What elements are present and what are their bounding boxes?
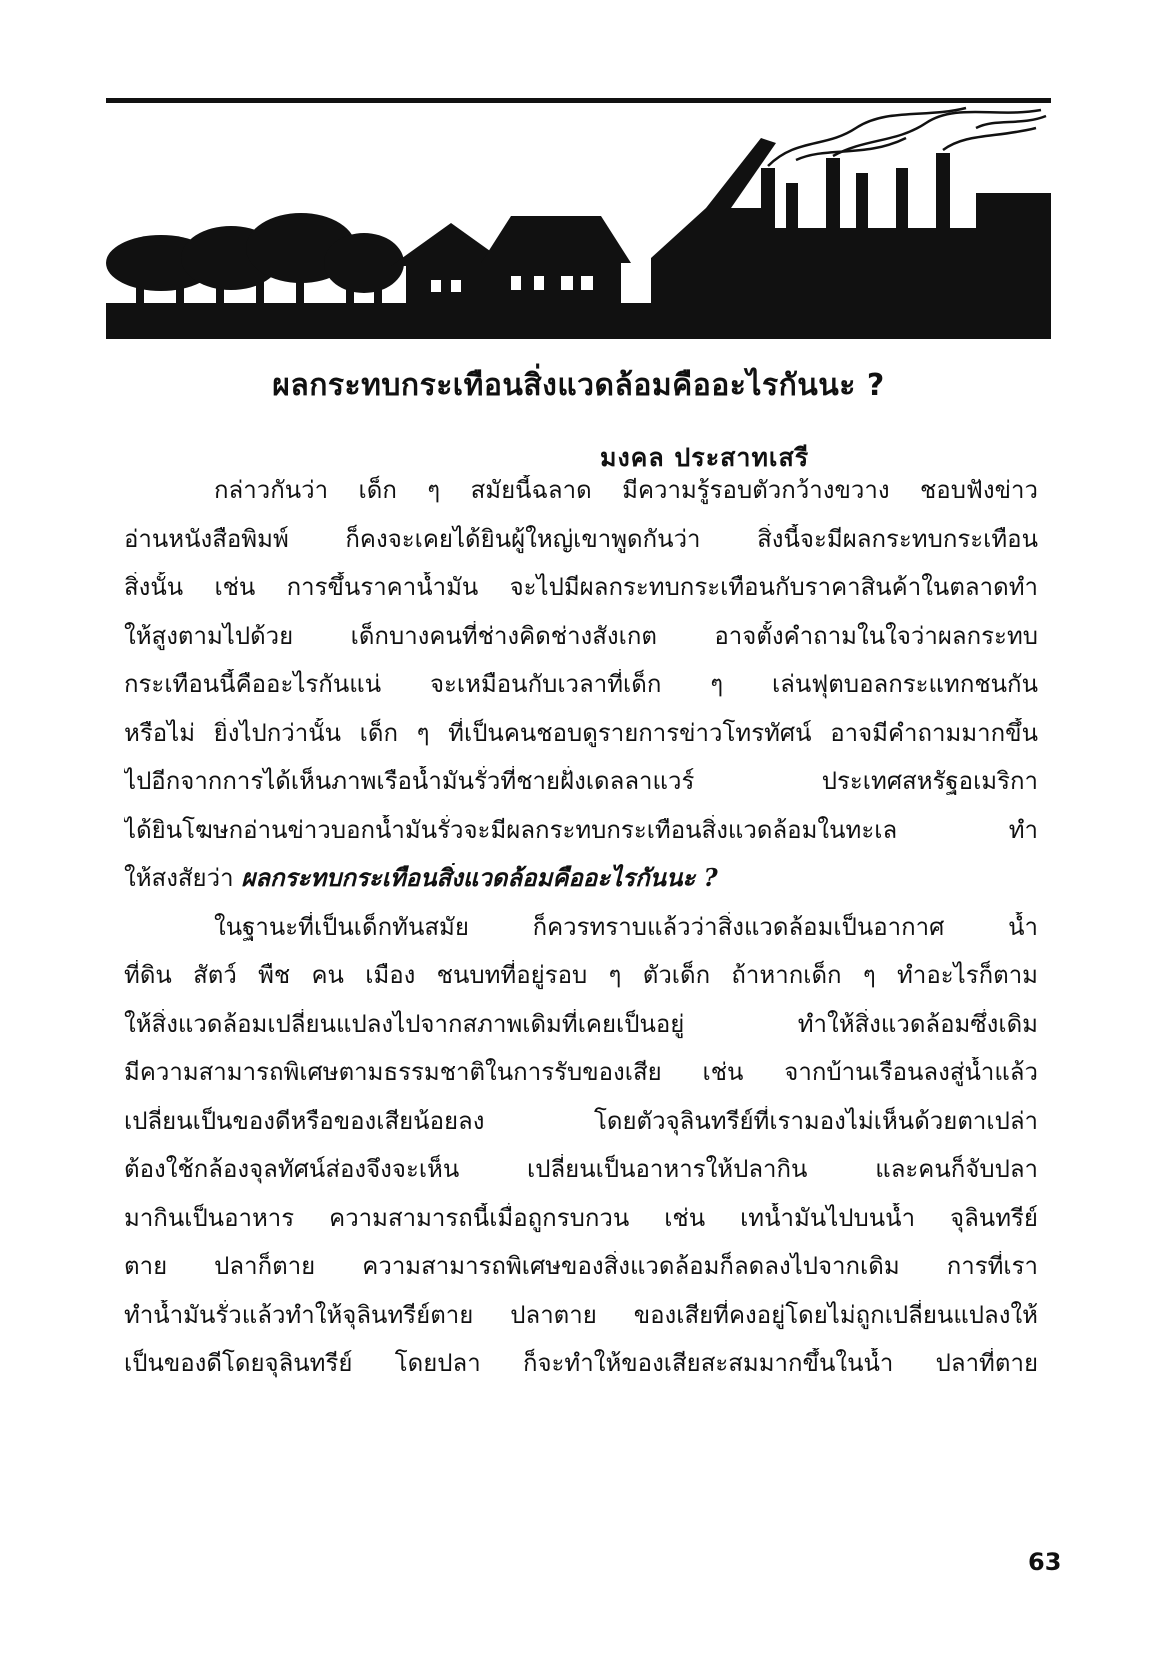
emphasized-question: ผลกระทบกระเทือนสิ่งแวดล้อมคืออะไรกันนะ ? [241, 863, 718, 892]
text-line-prefix: ให้สงสัยว่า [124, 864, 242, 892]
text-line: เปลี่ยนเป็นของดีหรือของเสียน้อยลง โดยตัวจุลินทรีย์ที่เรามองไม่เห็นด้วยตาเปล่า [124, 1107, 1038, 1135]
text-line: ในฐานะที่เป็นเด็กทันสมัย ก็ควรทราบแล้วว่าสิ่งแวดล้อมเป็นอากาศ น้ำ [214, 913, 1038, 941]
text-line: ให้สูงตามไปด้วย เด็กบางคนที่ช่างคิดช่างสังเกต อาจตั้งคำถามในใจว่าผลกระทบ [124, 622, 1038, 650]
page-number: 63 [1028, 1548, 1062, 1576]
article-title: ผลกระทบกระเทือนสิ่งแวดล้อมคืออะไรกันนะ ? [272, 368, 885, 403]
text-line: ตาย ปลาก็ตาย ความสามารถพิเศษของสิ่งแวดล้อมก็ลดลงไปจากเดิม การที่เรา [124, 1252, 1038, 1280]
text-line: หรือไม่ ยิ่งไปกว่านั้น เด็ก ๆ ที่เป็นคนชอบดูรายการข่าวโทรทัศน์ อาจมีคำถามมากขึ้น [124, 719, 1038, 747]
text-line: มีความสามารถพิเศษตามธรรมชาติในการรับของเสีย เช่น จากบ้านเรือนลงสู่น้ำแล้ว [124, 1058, 1038, 1086]
text-line: ได้ยินโฆษกอ่านข่าวบอกน้ำมันรั่วจะมีผลกระทบกระเทือนสิ่งแวดล้อมในทะเล ทำ [124, 816, 1038, 844]
text-line: ไปอีกจากการได้เห็นภาพเรือน้ำมันรั่วที่ชายฝั่งเดลลาแวร์ ประเทศสหรัฐอเมริกา [124, 767, 1038, 795]
text-line: สิ่งนั้น เช่น การขึ้นราคาน้ำมัน จะไปมีผลกระทบกระเทือนกับราคาสินค้าในตลาดทำ [124, 573, 1038, 601]
text-line: ให้สิ่งแวดล้อมเปลี่ยนแปลงไปจากสภาพเดิมที่เคยเป็นอยู่ ทำให้สิ่งแวดล้อมซึ่งเดิม [124, 1010, 1038, 1038]
text-line: มากินเป็นอาหาร ความสามารถนี้เมื่อถูกรบกวน เช่น เทน้ำมันไปบนน้ำ จุลินทรีย์ [124, 1204, 1038, 1232]
text-line: เป็นของดีโดยจุลินทรีย์ โดยปลา ก็จะทำให้ของเสียสะสมมากขึ้นในน้ำ ปลาที่ตาย [124, 1349, 1038, 1377]
text-line [124, 863, 1038, 893]
text-line: ต้องใช้กล้องจุลทัศน์ส่องจึงจะเห็น เปลี่ยนเป็นอาหารให้ปลากิน และคนก็จับปลา [124, 1155, 1038, 1183]
text-line: ที่ดิน สัตว์ พืช คน เมือง ชนบทที่อยู่รอบ ๆ ตัวเด็ก ถ้าหากเด็ก ๆ ทำอะไรก็ตาม [124, 961, 1038, 989]
text-line: อ่านหนังสือพิมพ์ ก็คงจะเคยได้ยินผู้ใหญ่เขาพูดกันว่า สิ่งนี้จะมีผลกระทบกระเทือน [124, 525, 1038, 553]
text-line: ทำน้ำมันรั่วแล้วทำให้จุลินทรีย์ตาย ปลาตาย ของเสียที่คงอยู่โดยไม่ถูกเปลี่ยนแปลงให้ [124, 1301, 1038, 1329]
author-name: มงคล ประสาทเสรี [600, 443, 810, 472]
text-line: กล่าวกันว่า เด็ก ๆ สมัยนี้ฉลาด มีความรู้รอบตัวกว้างขวาง ชอบฟังข่าว [214, 476, 1038, 504]
text-line: กระเทือนนี้คืออะไรกันแน่ จะเหมือนกับเวลาที่เด็ก ๆ เล่นฟุตบอลกระแทกชนกัน [124, 670, 1038, 698]
